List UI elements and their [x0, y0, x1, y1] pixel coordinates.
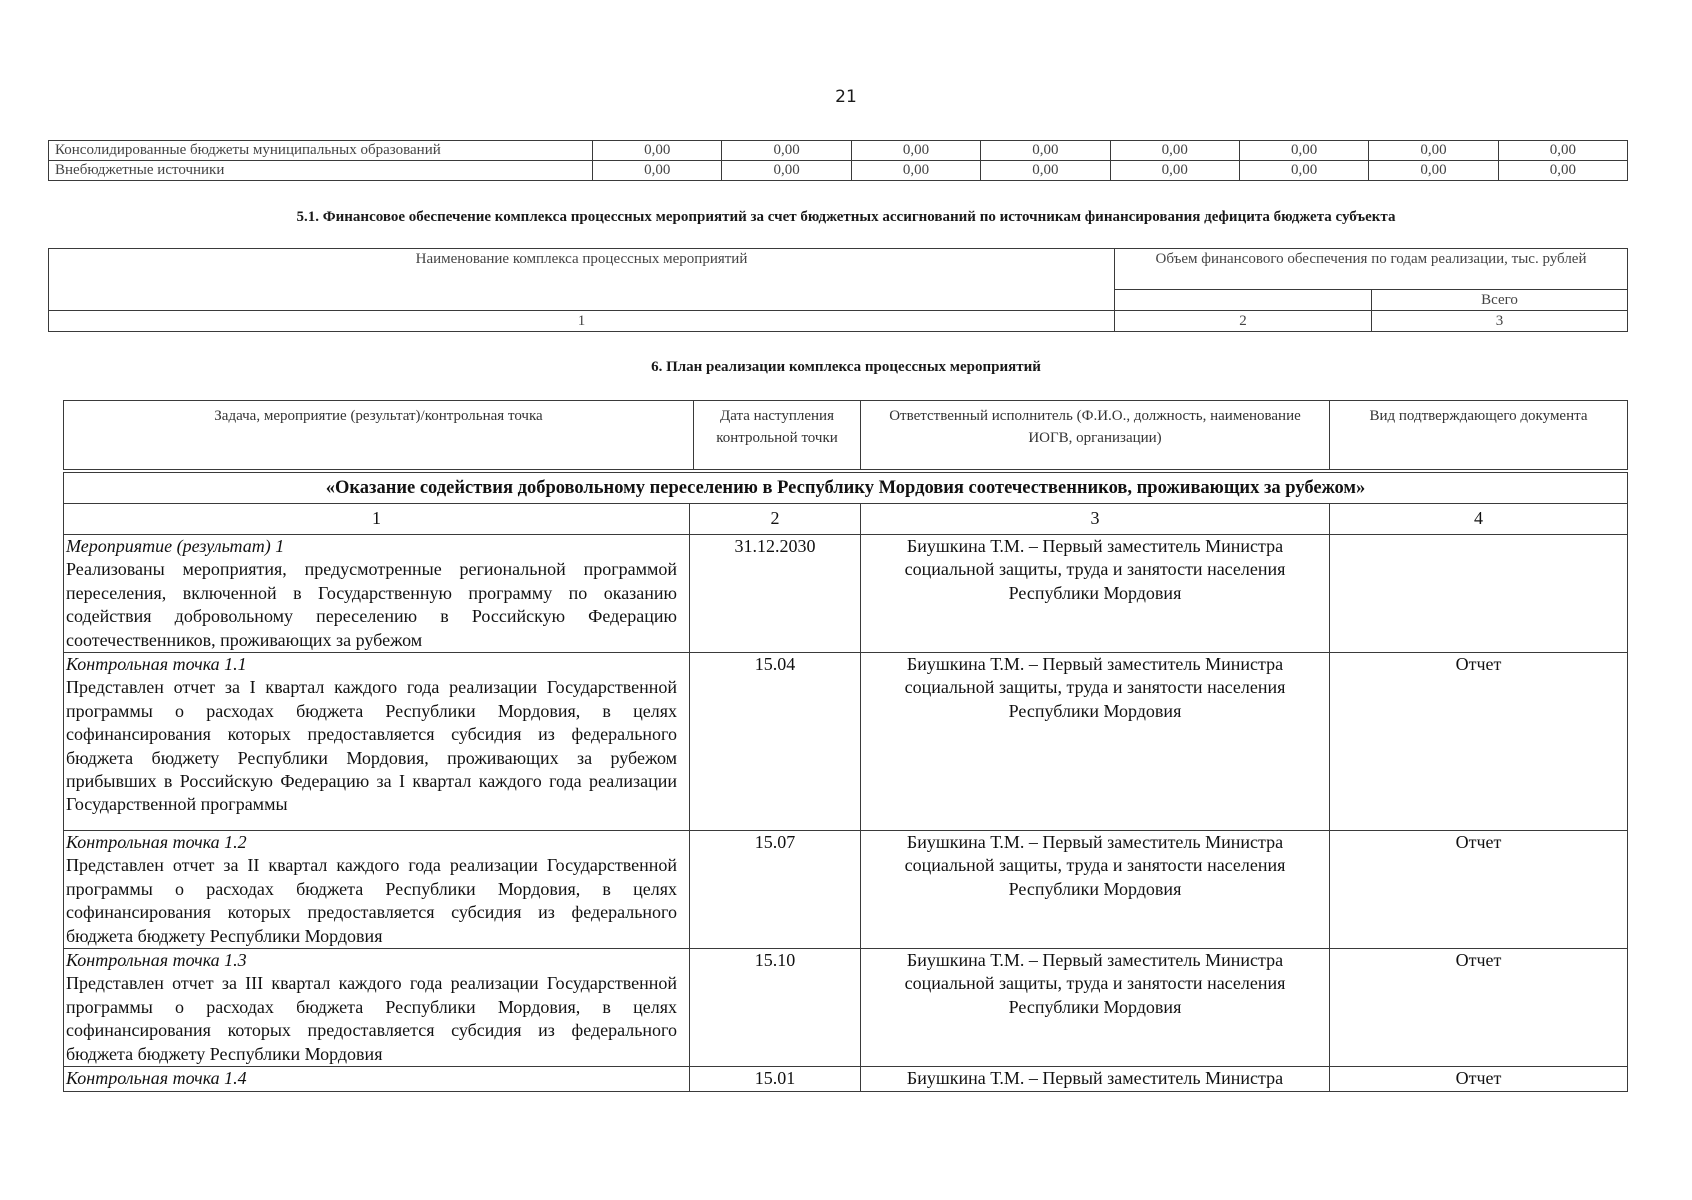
col-header-name: Наименование комплекса процессных мероприятий	[49, 249, 1115, 311]
value-cell: 0,00	[851, 141, 980, 161]
value-cell: 0,00	[1239, 141, 1368, 161]
col-header-total: Всего	[1372, 290, 1628, 311]
section-5-1-table	[48, 248, 1628, 332]
date-cell: 15.07	[690, 831, 861, 949]
value-cell: 0,00	[1239, 161, 1368, 181]
col-header-volume: Объем финансового обеспечения по годам реализации, тыс. рублей	[1115, 249, 1628, 290]
col-number: 1	[49, 311, 1115, 332]
col-header-responsible: Ответственный исполнитель (Ф.И.О., должность, наименование ИОГВ, организации)	[861, 401, 1330, 470]
value-cell: 0,00	[981, 141, 1110, 161]
value-cell: 0,00	[851, 161, 980, 181]
section-heading-5-1: 5.1. Финансовое обеспечение комплекса процессных мероприятий за счет бюджетных ассигнований по источникам финансирования дефицита бюджета субъекта	[296, 209, 1396, 225]
task-cell	[64, 535, 690, 653]
col-header-empty	[1115, 290, 1372, 311]
col-number: 3	[1372, 311, 1628, 332]
task-label: Контрольная точка 1.3	[66, 950, 247, 971]
date-cell: 15.01	[690, 1067, 861, 1091]
task-text: Представлен отчет за III квартал каждого года реализации Государственной программы о расходах бюджета Республики Мордовия, в целях софинансирования которых предоставляется субсидия из федерального бюджета бюджету Республики Мордовия	[66, 973, 677, 1064]
value-cell: 0,00	[722, 141, 851, 161]
document-cell: Отчет	[1330, 949, 1628, 1067]
funding-sources-table	[48, 140, 1628, 181]
value-cell: 0,00	[1498, 141, 1627, 161]
col-header-date: Дата наступления контрольной точки	[694, 401, 861, 470]
table-row	[64, 473, 1628, 504]
task-cell	[64, 949, 690, 1067]
table-row	[49, 161, 1628, 181]
task-text: Представлен отчет за I квартал каждого года реализации Государственной программы о расходах бюджета Республики Мордовия, в целях софинансирования которых предоставляется субсидия из федерального бюджета бюджету Республики Мордовия, проживающих за рубежом прибывших в Российскую Федерацию за I квартал каждого года реализации Государственной программы	[66, 677, 677, 815]
value-cell: 0,00	[1110, 141, 1239, 161]
col-number: 2	[1115, 311, 1372, 332]
task-label: Контрольная точка 1.4	[66, 1068, 247, 1089]
col-header-document: Вид подтверждающего документа	[1330, 401, 1628, 470]
value-cell: 0,00	[593, 141, 722, 161]
responsible-cell: Биушкина Т.М. – Первый заместитель Министра социальной защиты, труда и занятости населения Республики Мордовия	[861, 831, 1330, 949]
table-row	[64, 535, 1628, 653]
table-row	[64, 831, 1628, 949]
task-cell	[64, 831, 690, 949]
table-row	[64, 653, 1628, 831]
task-cell	[64, 653, 690, 831]
value-cell: 0,00	[1110, 161, 1239, 181]
col-number: 3	[861, 504, 1330, 535]
task-label: Контрольная точка 1.1	[66, 654, 247, 675]
task-text: Реализованы мероприятия, предусмотренные региональной программой переселения, включенной в Государственную программу по оказанию содействия добровольному переселению в Российскую Федерацию соотечественников, проживающих за рубежом	[66, 559, 677, 650]
responsible-cell: Биушкина Т.М. – Первый заместитель Министра	[861, 1067, 1330, 1091]
date-cell: 15.04	[690, 653, 861, 831]
responsible-cell: Биушкина Т.М. – Первый заместитель Министра социальной защиты, труда и занятости населения Республики Мордовия	[861, 653, 1330, 831]
plan-title: «Оказание содействия добровольному переселению в Республику Мордовия соотечественников, проживающих за рубежом»	[64, 473, 1628, 504]
col-header-task: Задача, мероприятие (результат)/контрольная точка	[64, 401, 694, 470]
document-cell: Отчет	[1330, 653, 1628, 831]
col-number: 2	[690, 504, 861, 535]
document-cell: Отчет	[1330, 831, 1628, 949]
value-cell: 0,00	[981, 161, 1110, 181]
col-number: 1	[64, 504, 690, 535]
row-label: Внебюджетные источники	[49, 161, 593, 181]
responsible-cell: Биушкина Т.М. – Первый заместитель Министра социальной защиты, труда и занятости населения Республики Мордовия	[861, 949, 1330, 1067]
row-label: Консолидированные бюджеты муниципальных образований	[49, 141, 593, 161]
value-cell: 0,00	[1369, 141, 1498, 161]
table-row	[49, 141, 1628, 161]
value-cell: 0,00	[722, 161, 851, 181]
table-row	[49, 311, 1628, 332]
section-6-header-table	[63, 400, 1628, 470]
task-label: Мероприятие (результат) 1	[66, 536, 285, 556]
document-cell	[1330, 535, 1628, 653]
document-cell: Отчет	[1330, 1067, 1628, 1091]
date-cell: 31.12.2030	[690, 535, 861, 653]
section-6-plan-table	[63, 472, 1628, 1092]
table-row	[64, 949, 1628, 1067]
table-row	[64, 1067, 1628, 1091]
table-row	[49, 249, 1628, 290]
col-number: 4	[1330, 504, 1628, 535]
task-cell	[64, 1067, 690, 1091]
table-row	[64, 401, 1628, 470]
task-label: Контрольная точка 1.2	[66, 832, 247, 853]
page-number: 21	[835, 87, 857, 107]
task-text: Представлен отчет за II квартал каждого года реализации Государственной программы о расходах бюджета Республики Мордовия, в целях софинансирования которых предоставляется субсидия из федерального бюджета бюджету Республики Мордовия	[66, 855, 677, 946]
responsible-cell: Биушкина Т.М. – Первый заместитель Министра социальной защиты, труда и занятости населения Республики Мордовия	[861, 535, 1330, 653]
value-cell: 0,00	[1498, 161, 1627, 181]
value-cell: 0,00	[1369, 161, 1498, 181]
section-heading-6: 6. План реализации комплекса процессных мероприятий	[651, 359, 1041, 375]
date-cell: 15.10	[690, 949, 861, 1067]
value-cell: 0,00	[593, 161, 722, 181]
table-row	[64, 504, 1628, 535]
